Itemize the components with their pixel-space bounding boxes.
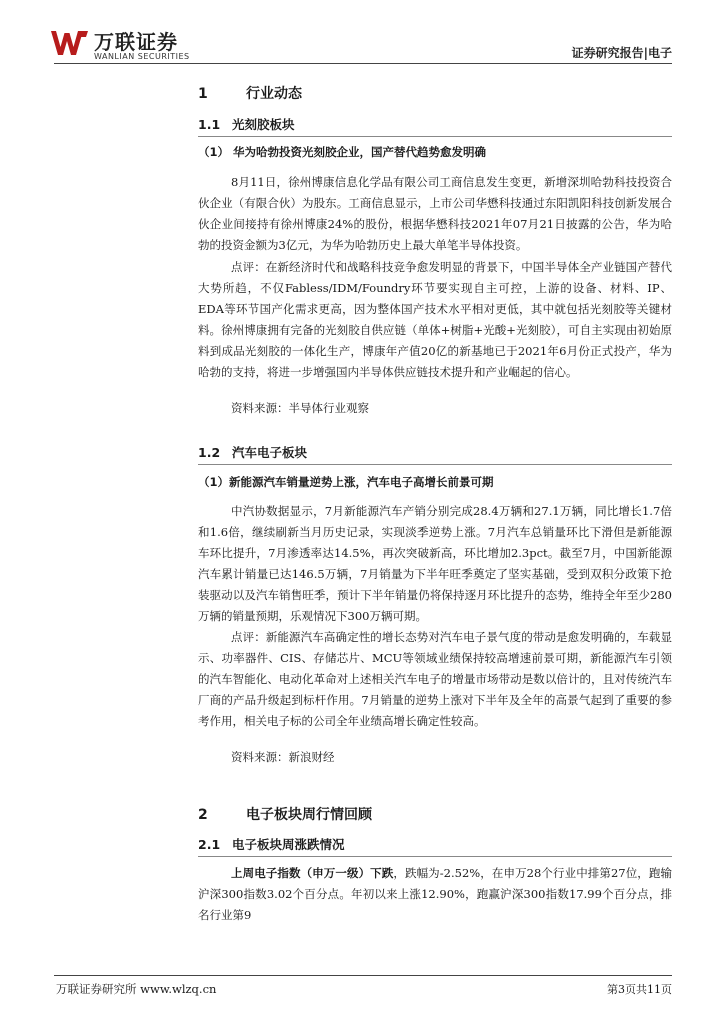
subsection-rule <box>198 136 672 137</box>
wanlian-logo-icon <box>50 28 90 58</box>
subsection-2-1-heading <box>198 834 345 855</box>
section-number: 1 <box>198 86 208 102</box>
section-1-heading <box>198 84 302 105</box>
subsection-title: 电子板块周涨跌情况 <box>232 837 345 852</box>
paragraph: 8月11日，徐州博康信息化学品有限公司工商信息发生变更，新增深圳哈勃科技投资合伙企业（有限合伙）为股东。工商信息显示，上市公司华懋科技通过东阳凯阳科技创新发展合伙企业间接持有徐州博康24%的股份，根据华懋科技2021年07月21日披露的公告，华为哈勃的投资金额为3亿元，为华为哈勃历史上最大单笔半导体投资。 <box>198 175 672 252</box>
section-title: 电子板块周行情回顾 <box>246 807 372 823</box>
commentary-paragraph: 点评：在新经济时代和战略科技竞争愈发明显的背景下，中国半导体全产业链国产替代大势所趋，不仅Fabless/IDM/Foundry环节要实现自主可控，上游的设备、材料、IP、EDA等环节国产化需求更高，因为整体国产技术水平相对更低，其中就包括光刻胶等关键材料。徐州博康拥有完备的光刻胶自供应链（单体+树脂+光酸+光刻胶），可自主实现由初始原料到成品光刻胶的一体化生产，博康年产值20亿的新基地已于2021年6月份正式投产，华为哈勃的支持，将进一步增强国内半导体供应链技术提升和产业崛起的信心。 <box>198 260 672 379</box>
subsection-rule <box>198 464 672 465</box>
commentary-paragraph: 点评：新能源汽车高确定性的增长态势对汽车电子景气度的带动是愈发明确的，车载显示、功率器件、CIS、存储芯片、MCU等领域业绩保持较高增速前景可期，新能源汽车引领的汽车智能化、电动化革命对上述相关汽车电子的增量市场带动是数以倍计的，且对传统汽车厂商的产品升级起到标杆作用。7月销量的逆势上涨对下半年及全年的高景气起到了重要的参考作用，相关电子标的公司全年业绩高增长确定性较高。 <box>198 630 672 728</box>
lead-phrase: 上周电子指数（申万一级）下跌 <box>231 866 394 880</box>
section-title: 行业动态 <box>246 86 302 102</box>
report-type-label: 证券研究报告|电子 <box>571 46 672 60</box>
section-number: 2 <box>198 807 208 823</box>
subsection-number: 2.1 <box>198 837 221 852</box>
item-heading: （1）新能源汽车销量逆势上涨，汽车电子高增长前景可期 <box>198 475 494 489</box>
subsection-number: 1.2 <box>198 445 221 460</box>
source-note: 资料来源：新浪财经 <box>231 750 335 764</box>
subsection-1-1-heading <box>198 114 295 135</box>
item-heading: （1） 华为哈勃投资光刻胶企业，国产替代趋势愈发明确 <box>198 145 487 159</box>
header-divider <box>54 63 672 64</box>
brand-name-en: WANLIAN SECURITIES <box>94 52 190 61</box>
section-2-heading <box>198 805 372 826</box>
footer-source: 万联证券研究所 www.wlzq.cn <box>56 982 217 996</box>
brand-name-cn: 万联证券 <box>94 30 178 54</box>
page-header <box>0 0 724 70</box>
page-number: 第3页共11页 <box>607 983 672 996</box>
subsection-number: 1.1 <box>198 117 221 132</box>
paragraph: 中汽协数据显示，7月新能源汽车产销分别完成28.4万辆和27.1万辆，同比增长1.7倍和1.6倍，继续刷新当月历史记录，实现淡季逆势上涨。7月汽车总销量环比下滑但是新能源车环比提升，7月渗透率达14.5%，再次突破新高，环比增加2.3pct。截至7月，中国新能源汽车累计销量已达146.5万辆，7月销量为下半年旺季奠定了坚实基础，受到双积分政策下抢装驱动以及汽车销售旺季，预计下半年销量仍将保持逐月环比提升的态势，维持全年至少280万辆的销量预期，乐观情况下300万辆可期。 <box>198 504 672 623</box>
subsection-title: 光刻胶板块 <box>232 117 295 132</box>
paragraph-text: ，跌幅为-2.52%，在申万28个行业中排第27位，跑输沪深300指数3.02个百分点。年初以来上涨12.90%，跑赢沪深300指数17.99个百分点，排名行业第9 <box>198 866 673 922</box>
subsection-1-2-heading <box>198 442 307 463</box>
paragraph <box>198 863 672 926</box>
subsection-rule <box>198 856 672 857</box>
footer-divider <box>54 975 672 976</box>
subsection-title: 汽车电子板块 <box>232 445 308 460</box>
source-note: 资料来源：半导体行业观察 <box>231 401 369 415</box>
brand-logo <box>50 28 200 64</box>
